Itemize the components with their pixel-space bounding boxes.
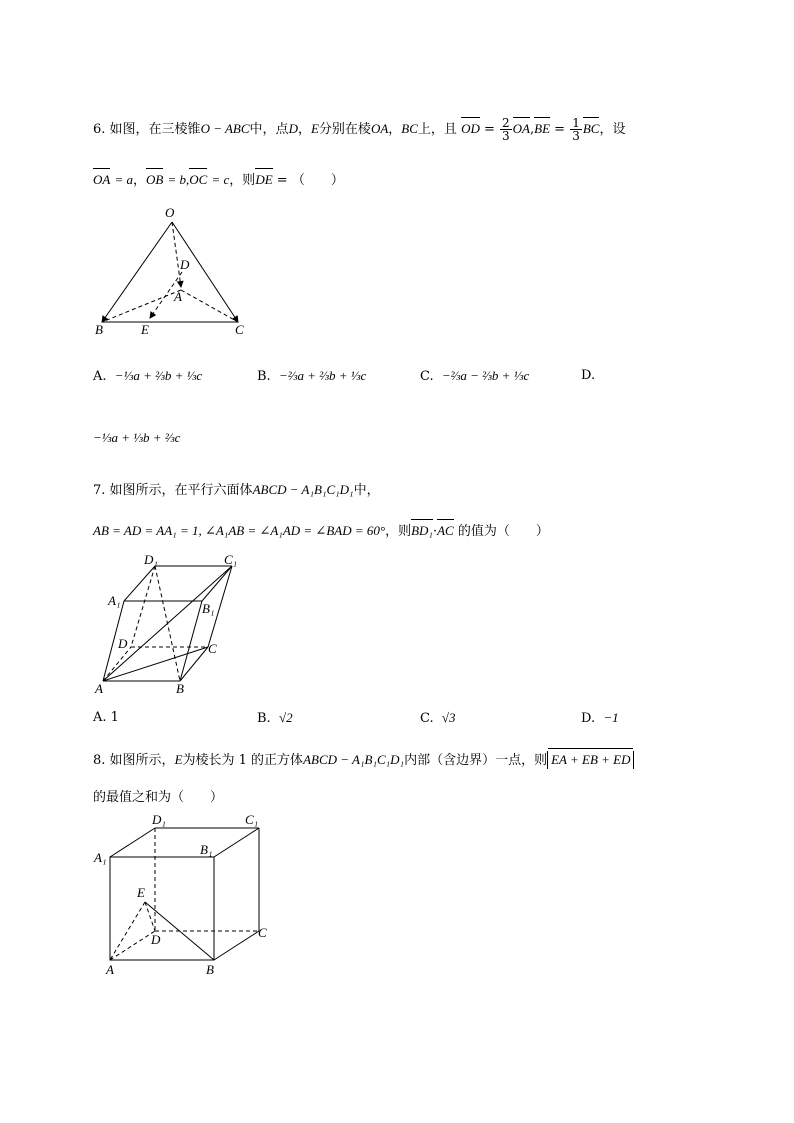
q6-option-c[interactable]: C. −⅔a − ⅔b + ⅓c [420, 368, 530, 384]
q6-label-a: A [174, 289, 182, 304]
q7-option-a[interactable]: A. 1 [93, 710, 119, 725]
q7-option-b[interactable]: B. √2 [257, 710, 293, 726]
q7-label-a1: A₁ [108, 593, 121, 608]
q7-label-c1: C₁ [224, 552, 238, 567]
q8-label-d: D [151, 932, 161, 947]
q8-label-b: B [206, 962, 214, 977]
q8-label-a1: A₁ [94, 850, 107, 865]
q6-label-c: C [235, 322, 244, 337]
q8-vector-sum: EA + EB + ED [547, 751, 634, 769]
q6-option-d-text[interactable]: −⅓a + ⅓b + ⅔c [93, 430, 181, 445]
q7-label-b: B [176, 681, 184, 696]
q8-label-a: A [106, 962, 114, 977]
q6-option-b[interactable]: B. −⅔a + ⅔b + ⅓c [257, 368, 367, 384]
q7-label-a: A [95, 681, 103, 696]
q8-label-e: E [137, 885, 145, 900]
q6-option-d-label[interactable]: D. [581, 368, 596, 383]
q8-stem-line2: 的最值之和为（ ） [93, 790, 224, 805]
q6-label-o: O [165, 205, 175, 220]
q6-label-d: D [180, 257, 190, 272]
q8-stem-line1: 8. 如图所示，E为棱长为 1 的正方体ABCD − A₁B₁C₁D₁内部（含边界）一点，则 EA + EB + ED [93, 751, 634, 770]
q7-label-c: C [208, 641, 217, 656]
q7-option-c[interactable]: C. √3 [420, 710, 456, 726]
q8-label-d1: D₁ [152, 812, 166, 827]
q7-option-d[interactable]: D. −1 [581, 710, 619, 726]
q7-label-b1: B₁ [202, 601, 215, 616]
q8-label-b1: B₁ [200, 842, 213, 857]
q7-label-d1: D₁ [144, 552, 158, 567]
q8-number: 8. [93, 753, 106, 768]
q6-stem-line2: OA = a，OB = b,OC = c，则DE = （ ） [93, 172, 344, 188]
q6-number: 6. [93, 122, 106, 137]
q8-label-c: C [258, 925, 267, 940]
q7-stem-line2: AB = AD = AA₁ = 1, ∠A₁AB = ∠A₁AD = ∠BAD = 60°，则BD₁·AC 的值为（ ） [93, 523, 549, 539]
q7-label-d: D [118, 636, 128, 651]
q6-label-e: E [141, 322, 149, 337]
q8-label-c1: C₁ [245, 812, 259, 827]
q6-stem-line1: 6. 如图，在三棱锥O − ABC中，点D，E分别在棱OA，BC上，且 OD = $\frac{2}{3}$ OA,BE = $\frac{1}{3}$ BC，设 [93, 116, 626, 143]
q7-stem-line1: 7. 如图所示，在平行六面体ABCD − A₁B₁C₁D₁中， [93, 482, 380, 498]
q6-option-a[interactable]: A. −⅓a + ⅔b + ⅓c [93, 368, 203, 384]
q6-label-b: B [95, 322, 103, 337]
q7-number: 7. [93, 483, 106, 498]
